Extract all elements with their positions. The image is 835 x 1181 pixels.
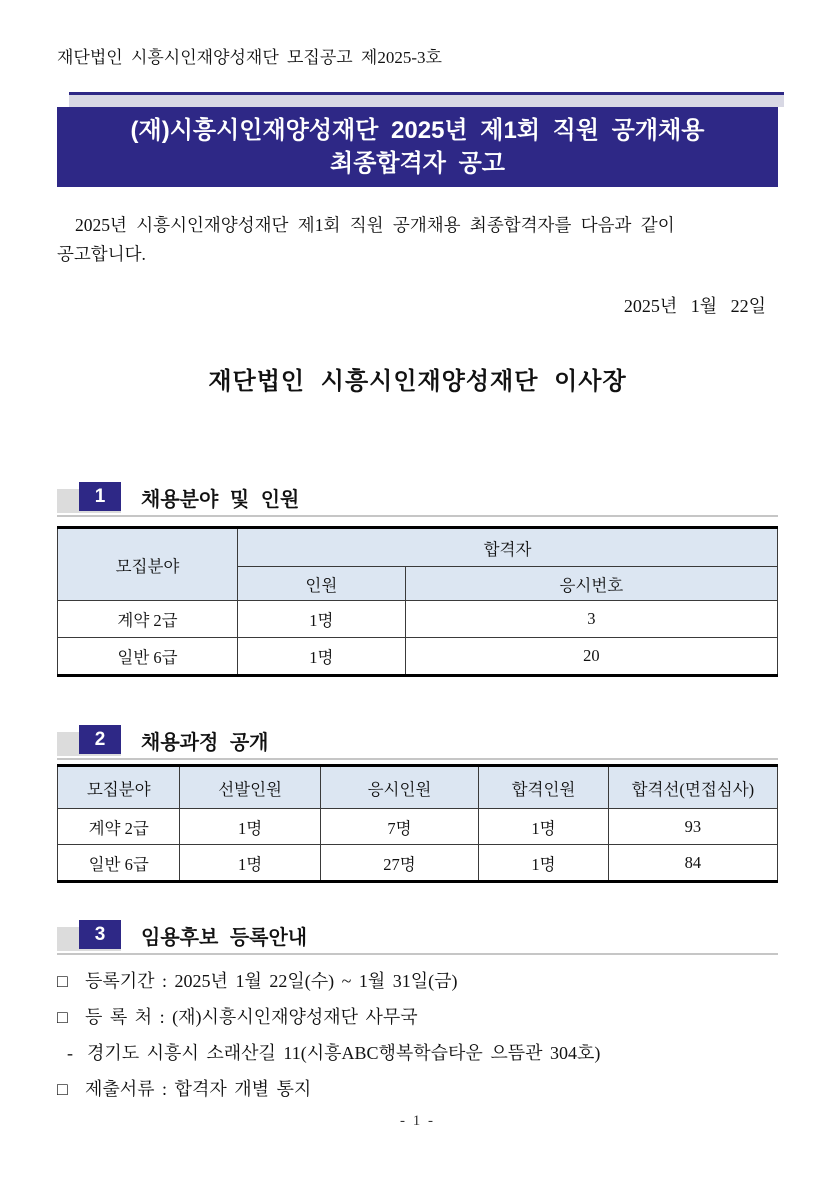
notice-number-line: 재단법인 시흥시인재양성재단 모집공고 제2025-3호 <box>57 48 442 67</box>
cell-applied: 27명 <box>320 845 478 882</box>
document-title-line2: 최종합격자 공고 <box>330 150 505 177</box>
list-item-text: 경기도 시흥시 소래산길 11(시흥ABC행복학습타운 으뜸관 304호) <box>87 1043 601 1063</box>
document-title-line1: (재)시흥시인재양성재단 2025년 제1회 직원 공개채용 <box>130 117 705 144</box>
table-row <box>58 638 778 676</box>
list-item <box>57 1077 778 1101</box>
section2-number-badge: 2 <box>79 725 121 754</box>
section3-title: 임용후보 등록안내 <box>141 927 308 949</box>
col-header-passers-group: 합격자 <box>238 528 778 567</box>
section1-heading <box>57 481 778 517</box>
col-header-applied: 응시인원 <box>320 766 478 809</box>
table-row <box>58 601 778 638</box>
title-shadow-bar <box>69 92 784 107</box>
section1-title: 채용분야 및 인원 <box>141 489 300 511</box>
list-item-text: 등록기간 : 2025년 1월 22일(수) ~ 1월 31일(금) <box>85 971 458 991</box>
cell-cutoff: 93 <box>608 809 777 845</box>
announcement-date: 2025년 1월 22일 <box>623 296 766 316</box>
dash-bullet-icon: - <box>67 1043 73 1063</box>
cell-count: 1명 <box>238 638 406 676</box>
col-header-applicant-number: 응시번호 <box>405 567 777 601</box>
list-item <box>57 1005 778 1029</box>
table-row <box>58 845 778 882</box>
recruitment-fields-table <box>57 526 778 677</box>
cell-selected: 1명 <box>180 845 320 882</box>
registration-info-list <box>57 969 778 1101</box>
cell-category: 일반 6급 <box>58 845 180 882</box>
list-item-text: 제출서류 : 합격자 개별 통지 <box>85 1079 312 1099</box>
list-item <box>57 1041 778 1065</box>
cell-cutoff: 84 <box>608 845 777 882</box>
cell-category: 일반 6급 <box>58 638 238 676</box>
col-header-selected: 선발인원 <box>180 766 320 809</box>
checkbox-bullet-icon: □ <box>57 1007 68 1027</box>
cell-applicant-number: 3 <box>405 601 777 638</box>
signer-title: 재단법인 시흥시인재양성재단 이사장 <box>208 368 627 395</box>
list-item <box>57 969 778 993</box>
announcement-line1: 2025년 시흥시인재양성재단 제1회 직원 공개채용 최종합격자를 다음과 같이 <box>75 215 675 235</box>
cell-passed: 1명 <box>479 845 609 882</box>
list-item-text: 등 록 처 : (재)시흥시인재양성재단 사무국 <box>85 1007 418 1027</box>
cell-applicant-number: 20 <box>405 638 777 676</box>
col-header-category: 모집분야 <box>58 528 238 601</box>
cell-category: 계약 2급 <box>58 809 180 845</box>
page-number: - 1 - <box>400 1113 435 1129</box>
cell-count: 1명 <box>238 601 406 638</box>
checkbox-bullet-icon: □ <box>57 1079 68 1099</box>
cell-category: 계약 2급 <box>58 601 238 638</box>
section1-number-badge: 1 <box>79 482 121 511</box>
document-content <box>57 0 778 1130</box>
cell-applied: 7명 <box>320 809 478 845</box>
section2-heading <box>57 724 778 760</box>
col-header-count: 인원 <box>238 567 406 601</box>
section2-title: 채용과정 공개 <box>141 732 269 754</box>
announcement-paragraph <box>57 211 778 269</box>
col-header-passed: 합격인원 <box>479 766 609 809</box>
col-header-category: 모집분야 <box>58 766 180 809</box>
section3-heading <box>57 919 778 955</box>
announcement-line2: 공고합니다. <box>57 244 146 264</box>
col-header-cutoff: 합격선(면접심사) <box>608 766 777 809</box>
table-row <box>58 809 778 845</box>
recruitment-process-table <box>57 764 778 883</box>
checkbox-bullet-icon: □ <box>57 971 68 991</box>
section3-number-badge: 3 <box>79 920 121 949</box>
cell-passed: 1명 <box>479 809 609 845</box>
document-title-banner <box>57 107 778 187</box>
cell-selected: 1명 <box>180 809 320 845</box>
